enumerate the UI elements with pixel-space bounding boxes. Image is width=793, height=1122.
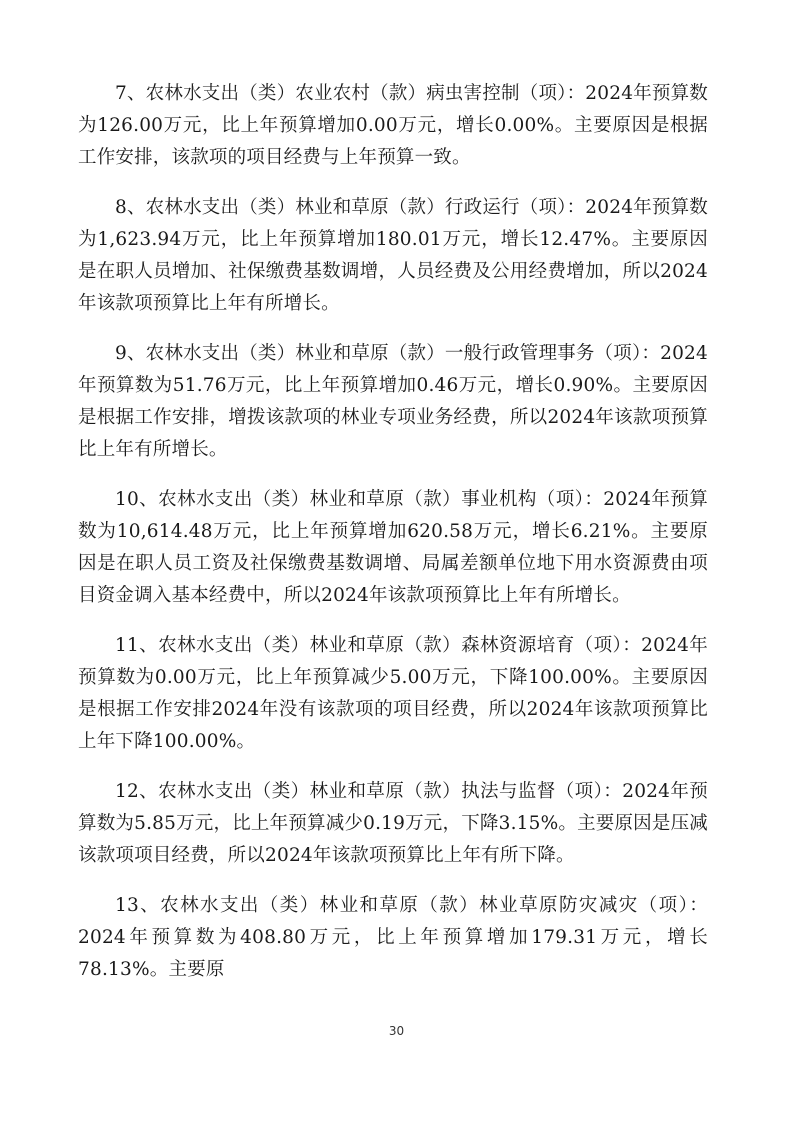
paragraph-item-10: 10、农林水支出（类）林业和草原（款）事业机构（项）：2024年预算数为10,614.48万元，比上年预算增加620.58万元，增长6.21%。主要原因是在职人员工资及社保缴费基数调增、局属差额单位地下用水资源费由项目资金调入基本经费中，所以2024年该款项预算比上年有所增长。 [78,489,708,606]
paragraph-item-9: 9、农林水支出（类）林业和草原（款）一般行政管理事务（项）：2024年预算数为51.76万元，比上年预算增加0.46万元，增长0.90%。主要原因是根据工作安排，增拨该款项的林业专项业务经费，所以2024年该款项预算比上年有所增长。 [78,343,708,460]
paragraph-item-11: 11、农林水支出（类）林业和草原（款）森林资源培育（项）：2024年预算数为0.00万元，比上年预算减少5.00万元，下降100.00%。主要原因是根据工作安排2024年没有该款项的项目经费，所以2024年该款项预算比上年下降100.00%。 [78,635,708,752]
paragraph-item-8: 8、农林水支出（类）林业和草原（款）行政运行（项）：2024年预算数为1,623.94万元，比上年预算增加180.01万元，增长12.47%。主要原因是在职人员增加、社保缴费基数调增，人员经费及公用经费增加，所以2024年该款项预算比上年有所增长。 [78,197,708,314]
page-number: 30 [388,1024,405,1038]
paragraph-item-13: 13、农林水支出（类）林业和草原（款）林业草原防灾减灾（项）：2024年预算数为408.80万元，比上年预算增加179.31万元，增长78.13%。主要原 [78,895,708,980]
paragraph-item-12: 12、农林水支出（类）林业和草原（款）执法与监督（项）：2024年预算数为5.85万元，比上年预算减少0.19万元，下降3.15%。主要原因是压减该款项项目经费，所以2024年该款项预算比上年有所下降。 [78,781,708,866]
paragraph-item-7: 7、农林水支出（类）农业农村（款）病虫害控制（项）：2024年预算数为126.00万元，比上年预算增加0.00万元，增长0.00%。主要原因是根据工作安排，该款项的项目经费与上年预算一致。 [78,83,708,168]
document-body [78,78,708,1004]
